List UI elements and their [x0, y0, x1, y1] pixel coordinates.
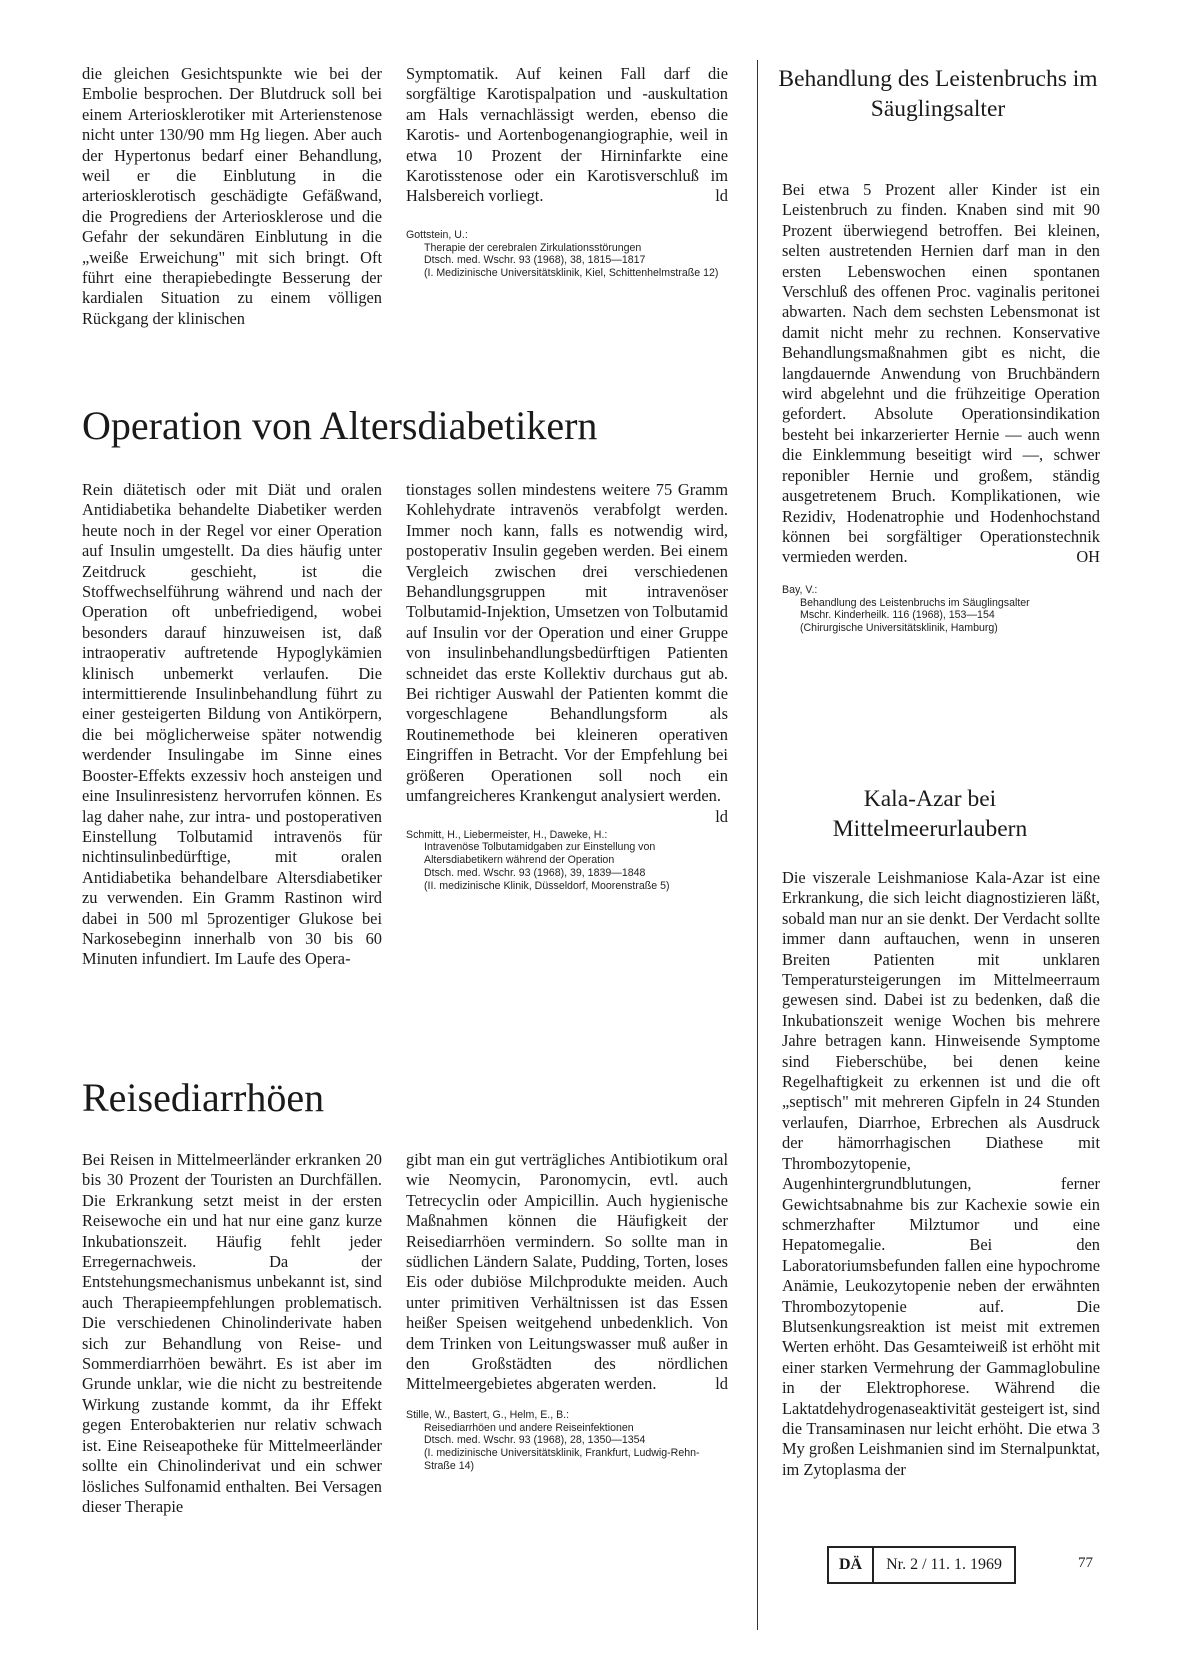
diabetes-col2-body: tionstages sollen mindestens weitere 75 Gramm Kohlehydrate intravenös verabfolgt werden. Immer noch kann, falls es notwendig wird, postoperativ Insulin gegeben werden. Bei einem Vergleich zwischen drei verschiedenen Behandlungsgruppen mit intravenöser Tolbutamid-Injektion, Umsetzen von Tolbutamid auf Insulin vor der Operation und einer Gruppe von insulinbehandlungsbedürftigen Patienten schneidet das erste Kollektiv durchaus gut ab. Bei richtiger Auswahl der Patienten kommt die vorgeschlagene Behandlungsform als Routinemethode bei kleineren operativen Eingriffen in Betracht. Vor der Empfehlung bei größeren Operationen soll noch ein umfangreicheres Krankengut analysiert werden.	[406, 480, 728, 806]
diabetes-col2-text	[406, 480, 728, 826]
signature: ld	[715, 1374, 728, 1394]
reise-col1-block	[82, 1150, 382, 1517]
col2-continued-text	[406, 64, 728, 207]
signature: ld	[715, 806, 728, 826]
heading-reisediarrhoeen: Reisediarrhöen	[82, 1075, 325, 1120]
ref-journal: Dtsch. med. Wschr. 93 (1968), 28, 1350—1354	[424, 1434, 646, 1447]
col1-continued-text-block	[82, 64, 382, 329]
signature: ld	[715, 186, 728, 206]
leisten-body: Bei etwa 5 Prozent aller Kinder ist ein Leistenbruch zu finden. Knaben sind mit 90 Prozent überwiegend betroffen. Bei kleinen, selten austretenden Hernien darf man in den ersten Lebenswochen einen spontanen Verschluß des offenen Proc. vaginalis peritonei abwarten. Nach dem sechsten Lebensmonat ist damit nicht mehr zu rechnen. Konservative Behandlungsmaßnahmen gibt es nicht, die langdauernde Anwendung von Bruchbändern wird abgelehnt und die frühzeitige Operation gefordert. Absolute Operationsindikation besteht bei inkarzerierter Hernie — auch wenn die Einklemmung beseitigt wird —, schwer reponibler Hernie und großem, ständig ausgetretenem Bruch. Komplikationen, wie Rezidiv, Hodenatrophie und Hodenhochstand können bei sorgfältiger Operationstechnik vermieden werden.	[782, 180, 1100, 567]
diabetes-col1-text: Rein diätetisch oder mit Diät und oralen Antidiabetika behandelte Diabetiker werden heute noch in der Regel vor einer Operation auf Insulin umgestellt. Da dies häufig unter Zeitdruck geschieht, ist die Stoffwechselführung während und nach der Operation oft unbefriedigend, wobei besonders darauf hinzuweisen ist, daß intraoperativ auftretende Hypoglykämien klinisch unbemerkt verlaufen. Die intermittierende Insulinbehandlung führt zu einer gesteigerten Bildung von Antikörpern, die bei möglicherweise später notwendig werdender Insulingabe im Sinne eines Booster-Effekts exzessiv hoch ansteigen und eine Insulinresistenz hervorrufen können. Es lag daher nahe, zur intra- und postoperativen Einstellung Tolbutamid intravenös für nichtinsulinbedürftige, mit oralen Antidiabetika behandelbare Altersdiabetiker zu verwenden. Ein Gramm Rastinon wird dabei in 500 ml 5prozentiger Glukose bei Narkosebeginn innerhalb von 30 bis 60 Minuten infundiert. Im Laufe des Opera-	[82, 480, 382, 969]
ref-journal: Mschr. Kinderheilk. 116 (1968), 153—154	[800, 609, 995, 622]
ref-author: Bay, V.:	[782, 583, 818, 596]
reise-col2-body: gibt man ein gut verträgliches Antibiotikum oral wie Neomycin, Paronomycin, evtl. auch Tetrecyclin oder Ampicillin. Auch hygienische Maßnahmen können die Häufigkeit der Reisediarrhöen vermindern. So sollte man in südlichen Ländern Salate, Pudding, Torten, loses Eis oder dubiöse Milchprodukte meiden. Auch unter primitiven Verhältnissen ist das Essen heißer Speisen weitgehend unbedenklich. Von dem Trinken von Leitungswasser muß außer in den Großstädten des nördlichen Mittelmeergebietes abgeraten werden.	[406, 1150, 728, 1394]
page-number: 77	[1078, 1555, 1093, 1571]
kala-block	[782, 868, 1100, 1480]
col2-continued-block	[406, 64, 728, 280]
journal-abbrev: DÄ	[829, 1548, 874, 1582]
reise-col2-block	[406, 1150, 728, 1473]
ref-title: Behandlung des Leistenbruchs im Säuglingsalter	[800, 596, 1030, 609]
heading-altersdiabetiker: Operation von Altersdiabetikern	[82, 403, 598, 448]
ref-title: Reisediarrhöen und andere Reiseinfektionen	[424, 1421, 634, 1434]
diabetes-col1-block	[82, 480, 382, 970]
ref-journal: Dtsch. med. Wschr. 93 (1968), 39, 1839—1848	[424, 866, 646, 879]
heading-kala-azar: Kala-Azar bei Mittelmeerurlaubern	[832, 786, 1028, 842]
ref-address: (I. medizinische Universitätsklinik, Frankfurt, Ludwig-Rehn-Straße 14)	[424, 1447, 700, 1473]
signature: OH	[1076, 547, 1100, 567]
ref-address: (II. medizinische Klinik, Düsseldorf, Moorenstraße 5)	[424, 879, 670, 892]
col1-continued-text: die gleichen Gesichtspunkte wie bei der Embolie besprochen. Der Blutdruck soll bei einem Arteriosklerotiker mit Arterienstenose nicht unter 130/90 mm Hg liegen. Aber auch der Hypertonus bedarf einer Behandlung, weil er die Einblutung in die arteriosklerotisch geschädigte Gefäßwand, die Progrediens der Arteriosklerose und die Gefahr der sekundären Einblutung in die „weiße Erweichung" mit sich bringt. Oft führt eine therapiebedingte Besserung der kardialen Situation zu einem völligen Rückgang der klinischen	[82, 64, 382, 328]
ref-journal: Dtsch. med. Wschr. 93 (1968), 38, 1815—1817	[424, 254, 646, 267]
ref-address: (I. Medizinische Universitätsklinik, Kiel, Schittenhelmstraße 12)	[424, 267, 719, 280]
reference-stille	[406, 1409, 728, 1473]
ref-title: Therapie der cerebralen Zirkulationsstörungen	[424, 241, 642, 254]
diabetes-col2-block	[406, 480, 728, 892]
leisten-block	[782, 180, 1100, 635]
issue-box	[827, 1546, 1016, 1584]
reise-col2-text	[406, 1150, 728, 1395]
reference-schmitt	[406, 829, 728, 893]
ref-author: Gottstein, U.:	[406, 228, 468, 241]
ref-author: Stille, W., Bastert, G., Helm, E., B.:	[406, 1408, 570, 1421]
ref-address: (Chirurgische Universitätsklinik, Hamburg)	[800, 622, 998, 635]
leisten-text	[782, 180, 1100, 568]
column-divider	[757, 60, 758, 1630]
ref-title: Intravenöse Tolbutamidgaben zur Einstellung von Altersdiabetikern während der Operation	[424, 841, 656, 867]
kala-text: Die viszerale Leishmaniose Kala-Azar ist eine Erkrankung, die sich leicht diagnostizieren läßt, sobald man nur an sie denkt. Der Verdacht sollte immer dann auftauchen, wenn in unseren Breiten Patienten mit unklaren Temperatursteigerungen im Mittelmeerraum gewesen sind. Dabei ist zu bedenken, daß die Inkubationszeit wenige Wochen bis mehrere Jahre betragen kann. Hinweisende Symptome sind Fieberschübe, bei denen keine Regelhaftigkeit zu erkennen ist und die oft „septisch" mit mehreren Gipfeln in 24 Stunden verlaufen, Diarrhoe, Erbrechen als Ausdruck der hämorrhagischen Diathese mit Thrombozytopenie, Augenhintergrundblutungen, ferner Gewichtsabnahme bis zur Kachexie sowie ein schmerzhafter Milztumor und eine Hepatomegalie. Bei den Laboratoriumsbefunden fallen eine hypochrome Anämie, Leukozytopenie neben der erwähnten Thrombozytopenie auf. Die Blutsenkungsreaktion ist meist mit extremen Werten erhöht. Das Gesamteiweiß ist erhöht mit einer starken Vermehrung der Gammaglobuline in der Elektrophorese. Während die Laktatdehydrogenaseaktivität gesteigert ist, sind die Transaminasen nur leicht erhöht. Die etwa 3 My großen Leishmanien sind im Sternalpunktat, im Zytoplasma der	[782, 868, 1100, 1479]
reference-gottstein	[406, 229, 728, 280]
reference-bay	[782, 584, 1100, 635]
ref-author: Schmitt, H., Liebermeister, H., Daweke, H.:	[406, 828, 608, 841]
reise-col1-text: Bei Reisen in Mittelmeerländer erkranken 20 bis 30 Prozent der Touristen an Durchfällen. Die Erkrankung setzt meist in der ersten Reisewoche ein und hat nur eine ganz kurze Inkubationszeit. Häufig fehlt jeder Erregernachweis. Da der Entstehungsmechanismus unbekannt ist, sind auch Therapieempfehlungen problematisch. Die verschiedenen Chinolinderivate haben sich zur Behandlung von Reise- und Sommerdiarrhöen bewährt. Es ist aber im Grunde unklar, wie die nicht zu bestreitende Wirkung zustande kommt, da ihr Effekt gegen Enterobakterien nur relativ schwach ist. Eine Reiseapotheke für Mittelmeerländer sollte ein Chinolinderivat und ein schwer lösliches Sulfonamid enthalten. Bei Versagen dieser Therapie	[82, 1150, 382, 1516]
heading-leistenbruch: Behandlung des Leistenbruchs im Säuglingsalter	[778, 66, 1098, 122]
issue-number: Nr. 2 / 11. 1. 1969	[886, 1556, 1002, 1573]
col2-continued-body: Symptomatik. Auf keinen Fall darf die sorgfältige Karotispalpation und -auskultation am Hals vernachlässigt werden, ebenso die Karotis- und Aortenbogenangiographie, weil in etwa 10 Prozent der Hirninfarkte eine Karotisstenose oder ein Karotisverschluß im Halsbereich vorliegt.	[406, 64, 728, 206]
